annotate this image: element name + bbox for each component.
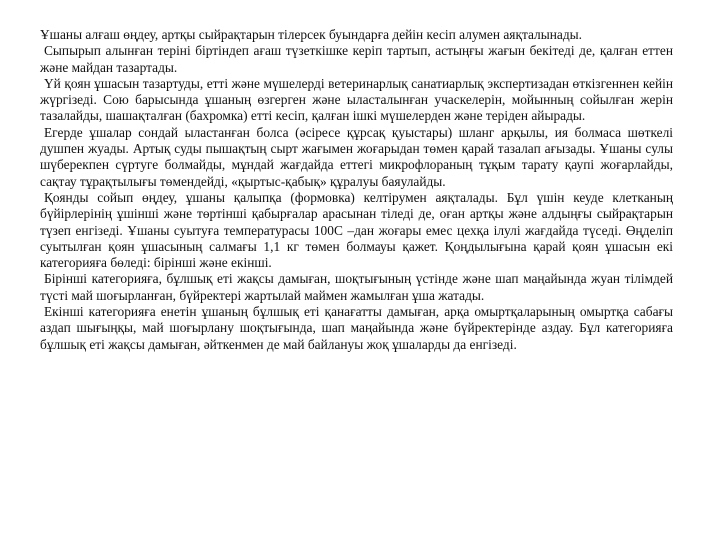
paragraph-carcass-washing: Егерде ұшалар сондай ыластанған болса (әсіресе құрсақ қуыстары) шланг арқылы, ия болмаса шөткелі душпен жуады. Артық суды пышақтың сырт жағымен жоғарыдан төмен қарай тазалап ағызады. Ұшаны сулы шүберекпен сүртуге болмайды, мұндай жағдайда еттегі микрофлораның тұқым тарату қаупі жоғарлайды, сақтау тұрақтылығы төмендейді, «қыртыс-қабық» құралуы баяулайды. <box>40 124 673 189</box>
paragraph-carcass-cleaning: Үй қоян ұшасын тазартуды, етті және мүшелерді ветеринарлық санатиарлық экспертизадан өткізгеннен кейін жүргізеді. Сою барысында ұшаның өзгерген және ыласталынған учаскелерін, мойынның сойылған жерін тазалайды, шашақталған (бахромка) етті кесіп, қалған ішкі мүшелерден және теріден айырады. <box>40 75 673 124</box>
paragraph-second-category: Екінші категорияға енетін ұшаның бұлшық еті қанағатты дамыған, арқа омыртқаларының омыртқа сабағы аздап шығыңқы, май шоғырлану шоқтығында, шап маңайында және бүйректерінде аздау. Бұл категорияға бұлшық еті жақсы дамыған, әйткенмен де май байлануы жоқ ұшаларды да енгізеді. <box>40 304 673 352</box>
paragraph-first-category: Бірінші категорияға, бұлшық еті жақсы дамыған, шоқтығының үстінде және шап маңайында жуан тілімдей түсті май шоғырланған, бүйректері жартылай маймен жамылған ұша жатады. <box>40 271 673 303</box>
paragraph-carcass-forming: Қоянды сойып өңдеу, ұшаны қалыпқа (формовка) келтірумен аяқталады. Бұл үшін кеуде клетканың бүйірлерінің ұшінші және төртінші қабырғалар арасынан тіледі де, оған артқы және алдыңғы сыйрақтарын түзеп енгізеді. Ұшаны суытуға температурасы 100С –дан жоғары емес цехқа ілулі жағдайда түседі. Өңделіп суытылған қоян ұшасының салмағы 1,1 кг төмен болмауы қажет. Қоңдылығына қарай қоян ұшасын екі категорияға бөледі: бірінші және екінші. <box>40 189 673 271</box>
paragraph-carcass-initial-processing: Ұшаны алғаш өңдеу, артқы сыйрақтарын тілерсек буындарға дейін кесіп алумен аяқталынады. <box>40 27 582 42</box>
paragraph-skin-stretching: Сыпырып алынған теріні біртіндеп ағаш түзеткішке керіп тартып, астыңғы жағын бекітеді де, қалған еттен және майдан тазартады. <box>40 43 673 75</box>
document-text <box>40 27 673 353</box>
